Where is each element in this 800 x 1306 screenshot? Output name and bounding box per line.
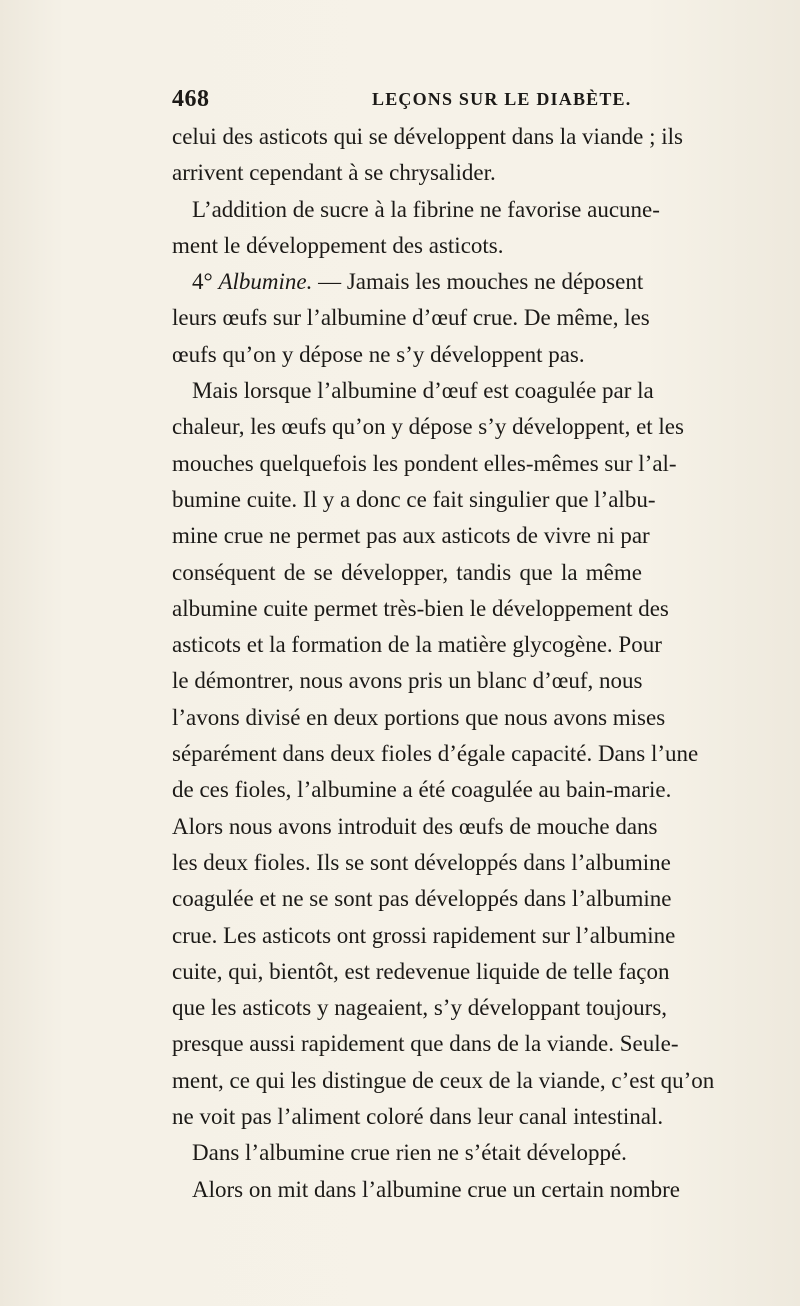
text-line: de ces fioles, l’albumine a été coagulée au bain-marie. [172, 777, 672, 803]
text-line: que les asticots y nageaient, s’y développant toujours, [172, 995, 668, 1021]
section-title: Albumine. [218, 269, 313, 295]
body-text [172, 119, 715, 1208]
text-line: celui des asticots qui se développent dans la viande ; ils [172, 124, 683, 149]
text-line: ne voit pas l’aliment coloré dans leur canal intestinal. [172, 1104, 664, 1130]
text-line: Dans l’albumine crue rien ne s’était développé. [192, 1140, 627, 1166]
page-header [172, 86, 632, 116]
section-heading-rest: — Jamais les mouches ne déposent [318, 269, 644, 295]
text-line: cuite, qui, bientôt, est redevenue liquide de telle façon [172, 958, 670, 984]
text-line: leurs œufs sur l’albumine d’œuf crue. De même, les [172, 305, 650, 331]
text-line: mouches quelquefois les pondent elles-mêmes sur l’al- [172, 450, 677, 476]
text-line: séparément dans deux fioles d’égale capacité. Dans l’une [172, 741, 699, 767]
running-title: LEÇONS SUR LE DIABÈTE. [372, 89, 632, 109]
text-line: ment, ce qui les distingue de ceux de la viande, c’est qu’on [172, 1067, 715, 1093]
text-line: Alors nous avons introduit des œufs de mouche dans [172, 813, 658, 839]
text-line: œufs qu’on y dépose ne s’y développent pas. [172, 341, 585, 367]
page-number: 468 [172, 86, 210, 112]
text-line: presque aussi rapidement que dans de la viande. Seule- [172, 1031, 679, 1057]
text-line: L’addition de sucre à la fibrine ne favorise aucune- [192, 196, 660, 222]
text-line: le démontrer, nous avons pris un blanc d’œuf, nous [172, 668, 643, 694]
text-line: conséquent de se développer, tandis que la même [172, 559, 642, 585]
text-line: Mais lorsque l’albumine d’œuf est coagulée par la [192, 378, 654, 404]
text-line: ment le développement des asticots. [172, 232, 504, 258]
text-line: mine crue ne permet pas aux asticots de vivre ni par [172, 523, 650, 549]
text-line: arrivent cependant à se chrysalider. [172, 160, 496, 186]
text-line: asticots et la formation de la matière glycogène. Pour [172, 632, 662, 658]
text-line: bumine cuite. Il y a donc ce fait singulier que l’albu- [172, 486, 656, 512]
text-line: coagulée et ne se sont pas développés dans l’albumine [172, 886, 672, 912]
text-line: albumine cuite permet très-bien le développement des [172, 595, 669, 621]
section-heading-line [172, 264, 642, 300]
text-line: l’avons divisé en deux portions que nous avons mises [172, 704, 666, 730]
text-line: chaleur, les œufs qu’on y dépose s’y développent, et les [172, 414, 684, 440]
text-line: Alors on mit dans l’albumine crue un certain nombre [192, 1176, 680, 1202]
text-line: crue. Les asticots ont grossi rapidement sur l’albumine [172, 922, 676, 948]
text-line: les deux fioles. Ils se sont développés dans l’albumine [172, 849, 671, 875]
section-number: 4° [192, 269, 213, 295]
